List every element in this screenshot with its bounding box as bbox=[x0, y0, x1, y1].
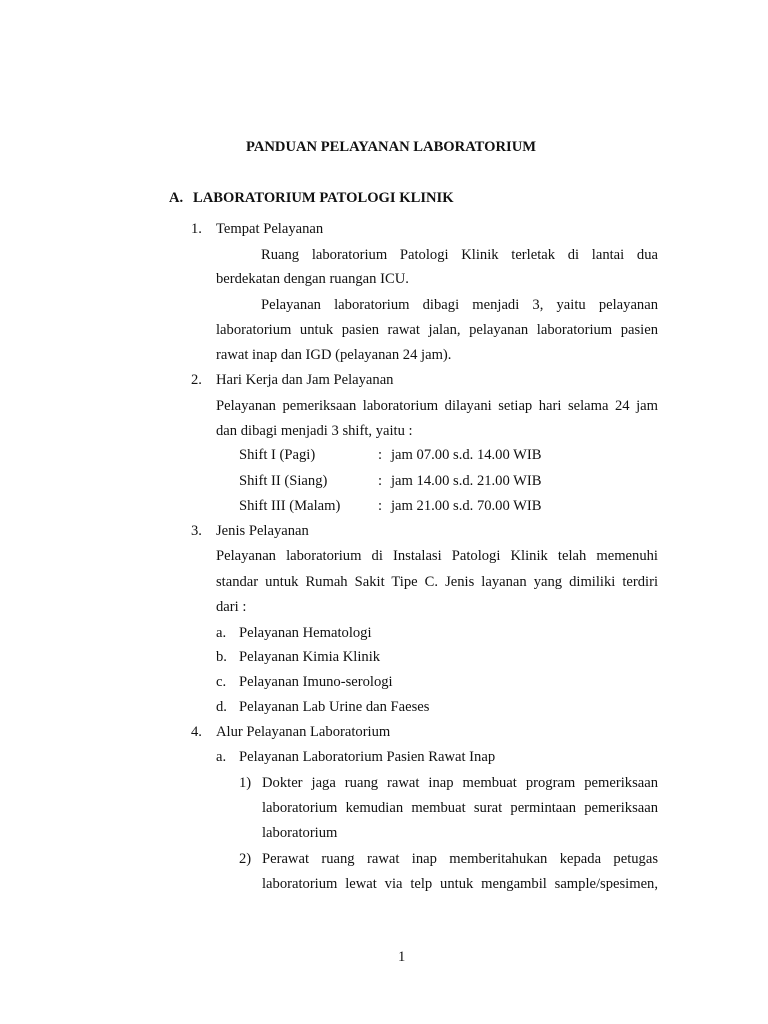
step-1-number: 1) bbox=[239, 775, 252, 791]
service-c-text: Pelayanan Imuno-serologi bbox=[239, 674, 393, 690]
service-b-marker: b. bbox=[216, 649, 227, 665]
shift-3-time: jam 21.00 s.d. 70.00 WIB bbox=[391, 498, 542, 514]
item-4-sub-a-marker: a. bbox=[216, 749, 227, 765]
item-2-paragraph-line-1: Pelayanan pemeriksaan laboratorium dilayani setiap hari selama 24 jam bbox=[216, 398, 658, 414]
service-d-marker: d. bbox=[216, 699, 227, 715]
step-1-line-1: Dokter jaga ruang rawat inap membuat program pemeriksaan bbox=[262, 775, 658, 791]
item-1-paragraph-2-line-2: laboratorium untuk pasien rawat jalan, pelayanan laboratorium pasien bbox=[216, 322, 658, 338]
section-a-marker: A. bbox=[169, 190, 184, 206]
item-2-number: 2. bbox=[191, 372, 202, 388]
item-1-title: Tempat Pelayanan bbox=[216, 221, 324, 237]
shift-2-separator: : bbox=[378, 473, 383, 489]
step-2-number: 2) bbox=[239, 851, 252, 867]
item-4-title: Alur Pelayanan Laboratorium bbox=[216, 724, 391, 740]
item-3-paragraph-line-1: Pelayanan laboratorium di Instalasi Patologi Klinik telah memenuhi bbox=[216, 548, 658, 564]
page-number: 1 bbox=[398, 949, 406, 965]
item-1-paragraph-2-line-3: rawat inap dan IGD (pelayanan 24 jam). bbox=[216, 347, 452, 363]
service-a-text: Pelayanan Hematologi bbox=[239, 625, 372, 641]
service-a-marker: a. bbox=[216, 625, 227, 641]
service-c-marker: c. bbox=[216, 674, 227, 690]
item-4-number: 4. bbox=[191, 724, 202, 740]
item-1-paragraph-1-line-1: Ruang laboratorium Patologi Klinik terletak di lantai dua bbox=[261, 247, 658, 263]
section-a-title: LABORATORIUM PATOLOGI KLINIK bbox=[193, 190, 454, 206]
shift-1-separator: : bbox=[378, 447, 383, 463]
shift-1-name: Shift I (Pagi) bbox=[239, 447, 316, 463]
item-1-paragraph-2-line-1: Pelayanan laboratorium dibagi menjadi 3, yaitu pelayanan bbox=[261, 297, 658, 313]
item-2-title: Hari Kerja dan Jam Pelayanan bbox=[216, 372, 394, 388]
step-2-line-2: laboratorium lewat via telp untuk mengambil sample/spesimen, bbox=[262, 876, 658, 892]
document-title: PANDUAN PELAYANAN LABORATORIUM bbox=[246, 139, 537, 155]
service-b-text: Pelayanan Kimia Klinik bbox=[239, 649, 381, 665]
item-2-paragraph-line-2: dan dibagi menjadi 3 shift, yaitu : bbox=[216, 423, 413, 439]
item-3-number: 3. bbox=[191, 523, 202, 539]
shift-3-separator: : bbox=[378, 498, 383, 514]
step-2-line-1: Perawat ruang rawat inap memberitahukan kepada petugas bbox=[262, 851, 658, 867]
item-3-paragraph-line-2: standar untuk Rumah Sakit Tipe C. Jenis layanan yang dimiliki terdiri bbox=[216, 574, 658, 590]
shift-3-name: Shift III (Malam) bbox=[239, 498, 341, 514]
item-1-paragraph-1-line-2: berdekatan dengan ruangan ICU. bbox=[216, 271, 409, 287]
shift-1-time: jam 07.00 s.d. 14.00 WIB bbox=[391, 447, 542, 463]
item-3-paragraph-line-3: dari : bbox=[216, 599, 247, 615]
item-4-sub-a-title: Pelayanan Laboratorium Pasien Rawat Inap bbox=[239, 749, 496, 765]
step-1-line-2: laboratorium kemudian membuat surat permintaan pemeriksaan bbox=[262, 800, 658, 816]
service-d-text: Pelayanan Lab Urine dan Faeses bbox=[239, 699, 430, 715]
item-3-title: Jenis Pelayanan bbox=[216, 523, 309, 539]
shift-2-time: jam 14.00 s.d. 21.00 WIB bbox=[391, 473, 542, 489]
step-1-line-3: laboratorium bbox=[262, 825, 338, 841]
item-1-number: 1. bbox=[191, 221, 202, 237]
shift-2-name: Shift II (Siang) bbox=[239, 473, 328, 489]
